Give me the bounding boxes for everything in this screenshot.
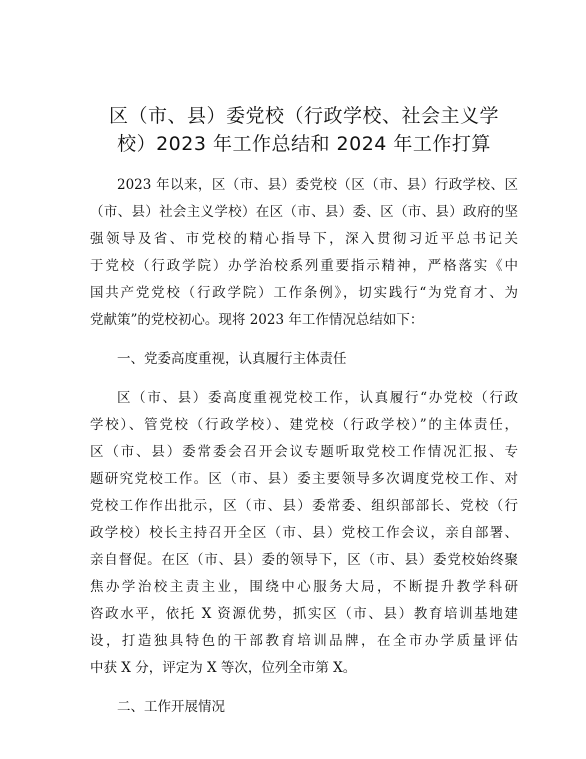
- section-1-line: 区（市、县）委常委会召开会议专题听取党校工作情况汇报、专: [90, 444, 518, 460]
- document-title: [90, 102, 518, 158]
- intro-paragraph: [90, 172, 518, 334]
- intro-line: 国共产党党校（行政学院）工作条例》，切实践行“为党育才、为: [90, 285, 518, 301]
- intro-line: 2023 年以来，区（市、县）委党校（区（市、县）行政学校、区: [117, 177, 518, 193]
- section-1-line: 党校工作作出批示，区（市、县）委常委、组织部部长、党校（行: [90, 498, 518, 514]
- section-1-line: 设，打造独具特色的干部教育培训品牌，在全市办学质量评估: [90, 633, 518, 649]
- section-1-line: 题研究党校工作。区（市、县）委主要领导多次调度党校工作、对: [90, 471, 518, 487]
- section-heading-2: 二、工作开展情况: [117, 699, 225, 715]
- intro-line: 强领导及省、市党校的精心指导下，深入贯彻习近平总书记关: [90, 231, 518, 247]
- section-1-line: 咨政水平，依托 X 资源优势，抓实区（市、县）教育培训基地建: [90, 606, 518, 622]
- section-1-line: 区（市、县）委高度重视党校工作，认真履行“办党校（行政: [117, 390, 518, 406]
- intro-line: 党献策”的党校初心。现将 2023 年工作情况总结如下：: [90, 312, 424, 328]
- section-1-line: 亲自督促。在区（市、县）委的领导下，区（市、县）委党校始终聚: [90, 552, 518, 568]
- section-1-line: 中获 X 分，评定为 X 等次，位列全市第 X。: [90, 660, 357, 676]
- title-line-1: 区（市、县）委党校（行政学校、社会主义学: [108, 105, 499, 127]
- intro-line: （市、县）社会主义学校）在区（市、县）委、区（市、县）政府的坚: [90, 204, 518, 220]
- section-1-line: 政学校）校长主持召开全区（市、县）党校工作会议，亲自部署、: [90, 525, 518, 541]
- document-body: [90, 172, 518, 721]
- section-1-line: 焦办学治校主责主业，围绕中心服务大局，不断提升教学科研: [90, 579, 518, 595]
- intro-line: 于党校（行政学院）办学治校系列重要指示精神，严格落实《中: [90, 258, 518, 274]
- section-1-paragraph: [90, 385, 518, 682]
- title-line-2: 校）2023 年工作总结和 2024 年工作打算: [117, 133, 491, 155]
- section-1-line: 学校）、管党校（行政学校）、建党校（行政学校）”的主体责任，: [90, 417, 518, 433]
- section-heading-1: 一、党委高度重视，认真履行主体责任: [117, 351, 347, 367]
